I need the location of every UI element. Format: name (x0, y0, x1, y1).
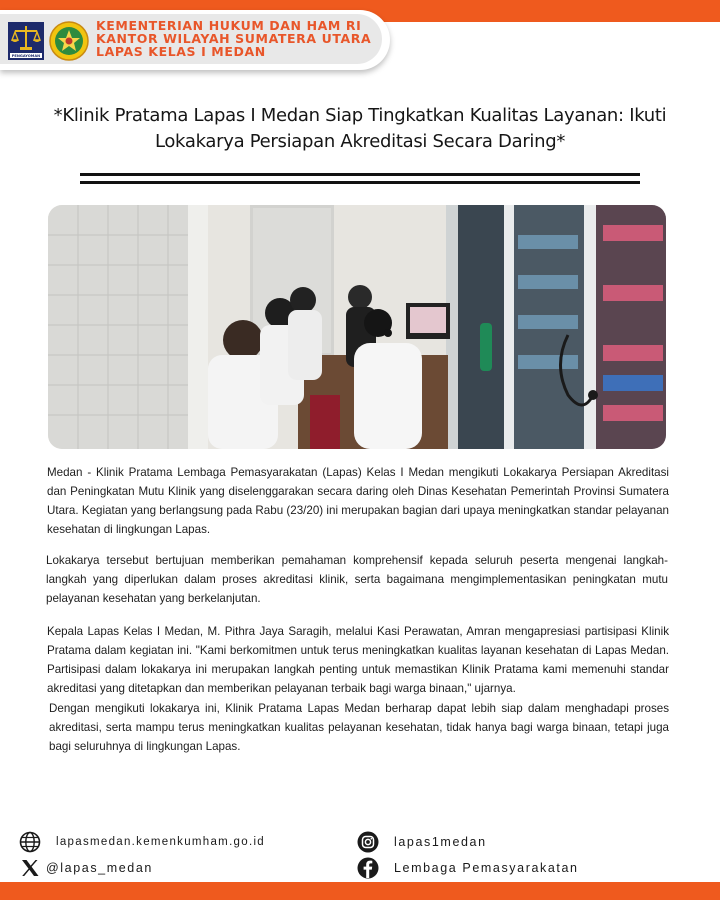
footer-website-text: lapasmedan.kemenkumham.go.id (56, 836, 265, 848)
footer-facebook-page: Lembaga Pemasyarakatan (394, 861, 579, 875)
footer-x-link[interactable] (18, 856, 153, 880)
title-divider-top (80, 173, 640, 176)
title-divider-bottom (80, 181, 640, 184)
facebook-icon (356, 856, 380, 880)
article-paragraph-2: Lokakarya tersebut bertujuan memberikan pemahaman komprehensif kepada seluruh peserta mengenai langkah-langkah yang diperlukan dalam proses akreditasi klinik, serta bagaimana mengimplementasikan peningkatan mutu pelayanan kesehatan yang berkelanjutan. (46, 554, 668, 605)
footer-instagram-link[interactable] (356, 830, 487, 854)
kemenkumham-logo (8, 22, 44, 60)
x-icon (18, 856, 42, 880)
instagram-icon (356, 830, 380, 854)
article-paragraph-4: Dengan mengikuti lokakarya ini, Klinik Pratama Lapas Medan berharap dapat lebih siap dalam menghadapi proses akreditasi, serta mampu terus meningkatkan kualitas pelayanan kesehatan, tidak hanya bagi warga binaan, tetapi juga bagi seluruhnya di lingkungan Lapas. (49, 702, 669, 753)
kanwil-emblem (49, 21, 89, 61)
article-photo (48, 205, 666, 449)
article-paragraph-3: Kepala Lapas Kelas I Medan, M. Pithra Jaya Saragih, melalui Kasi Perawatan, Amran mengapresiasi partisipasi Klinik Pratama dalam kegiatan ini. "Kami berkomitmen untuk terus meningkatkan kualitas layanan kesehatan di Lapas Medan. Partisipasi dalam lokakarya ini merupakan langkah penting untuk memastikan Klinik Pratama kami memenuhi standar akreditasi yang ditetapkan dan memberikan pelayanan terbaik bagi warga binaan," ujarnya. (47, 625, 669, 695)
article-title (30, 103, 690, 155)
header-title-block (96, 19, 371, 58)
header-ministry: KEMENTERIAN HUKUM DAN HAM RI (96, 18, 362, 33)
footer-website-link[interactable] (18, 830, 265, 854)
header-institution: LAPAS KELAS I MEDAN (96, 44, 266, 59)
footer-facebook-link[interactable] (356, 856, 579, 880)
article-title-line-1: *Klinik Pratama Lapas I Medan Siap Tingkatkan Kualitas Layanan: Ikuti (53, 105, 667, 126)
article-paragraph-1: Medan - Klinik Pratama Lembaga Pemasyarakatan (Lapas) Kelas I Medan mengikuti Lokakarya Persiapan Akreditasi dan Peningkatan Mutu Klinik yang diselenggarakan secara daring oleh Dinas Kesehatan Pemerintah Provinsi Sumatera Utara. Kegiatan yang berlangsung pada Rabu (23/20) ini merupakan bagian dari upaya meningkatkan standar pelayanan kesehatan di lingkungan Lapas. (47, 466, 669, 536)
header-regional-office: KANTOR WILAYAH SUMATERA UTARA (96, 31, 372, 46)
globe-icon (18, 830, 42, 854)
footer-x-handle: @lapas_medan (46, 861, 153, 875)
logo-caption: PENGAYOMAN (11, 54, 41, 59)
article-title-line-2: Lokakarya Persiapan Akreditasi Secara Daring* (154, 131, 566, 152)
footer-instagram-handle: lapas1medan (394, 835, 487, 849)
bottom-accent-bar (0, 882, 720, 900)
